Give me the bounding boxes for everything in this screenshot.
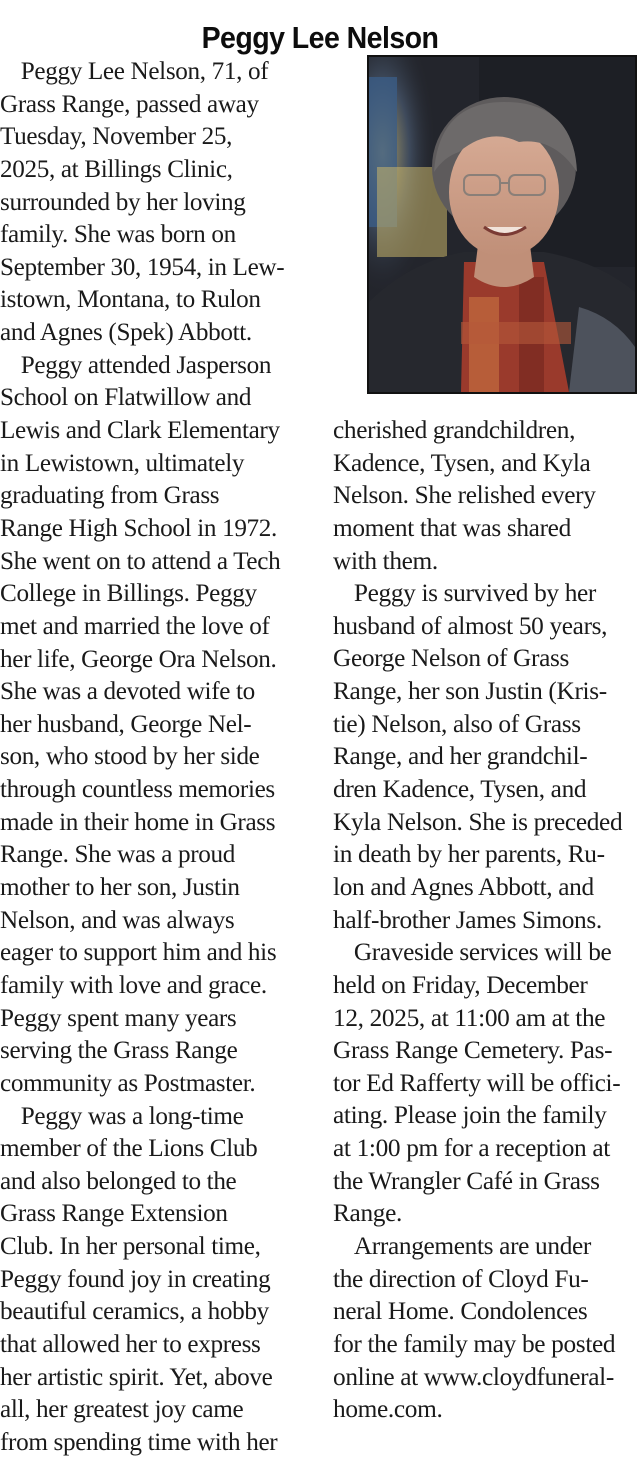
obituary-text-line: Range, her son Justin (Kris-: [333, 676, 607, 706]
obituary-text-line: Nelson, and was always: [0, 904, 235, 934]
portrait-illustration: [369, 57, 635, 392]
obituary-text-line: cherished grandchildren,: [333, 415, 576, 444]
obituary-text-line: family with love and grace.: [0, 969, 267, 999]
obituary-text-line: eager to support him and his: [0, 937, 277, 967]
obituary-text-line: online at www.cloydfuneral-: [333, 1361, 614, 1391]
obituary-text-line: member of the Lions Club: [0, 1133, 258, 1163]
obituary-text-line: Peggy was a long-time: [20, 1100, 244, 1130]
obituary-text-line: lon and Agnes Abbott, and: [333, 871, 594, 901]
obituary-text-line: Kyla Nelson. She is preceded: [333, 806, 623, 836]
obituary-text-line: Arrangements are under: [353, 1231, 591, 1261]
obituary-text-line: in Lewistown, ultimately: [0, 447, 245, 477]
obituary-text-line: Peggy is survived by her: [353, 578, 597, 608]
obituary-text-line: neral Home. Condolences: [333, 1296, 588, 1326]
obituary-text-line: Club. In her personal time,: [0, 1231, 261, 1261]
obituary-text-line: She went on to attend a Tech: [0, 545, 281, 575]
obituary-text-line: made in their home in Grass: [0, 806, 276, 836]
obituary-text-line: dren Kadence, Tysen, and: [333, 774, 587, 804]
obituary-text-line: through countless memories: [0, 774, 275, 804]
obituary-text-line: Grass Range, passed away: [0, 88, 259, 118]
portrait-photo: [367, 55, 637, 394]
obituary-text-line: the direction of Cloyd Fu-: [333, 1263, 589, 1293]
obituary-right-column: [333, 414, 640, 1426]
obituary-text-line: Peggy attended Jasperson: [20, 349, 272, 379]
obituary-text-line: and also belonged to the: [0, 1165, 237, 1195]
obituary-text-line: Grass Range Extension: [0, 1198, 228, 1228]
obituary-text-line: Range High School in 1972.: [0, 512, 277, 542]
obituary-text-line: serving the Grass Range: [0, 1035, 238, 1065]
obituary-text-line: surrounded by her loving: [0, 186, 246, 216]
obituary-text-line: Peggy spent many years: [0, 1002, 237, 1032]
obituary-text-line: Lewis and Clark Elementary: [0, 415, 280, 445]
obituary-text-line: Range. She was a proud: [0, 839, 235, 869]
obituary-left-column: [0, 55, 312, 1459]
obituary-text-line: mother to her son, Justin: [0, 872, 240, 902]
obituary-text-line: her husband, George Nel-: [0, 708, 252, 738]
obituary-text-line: Peggy Lee Nelson, 71, of: [20, 56, 269, 85]
obituary-text-line: her artistic spirit. Yet, above: [0, 1361, 273, 1391]
obituary-text-line: for the family may be posted: [333, 1328, 616, 1358]
obituary-text-line: 2025, at Billings Clinic,: [0, 153, 233, 183]
obituary-text-line: graduating from Grass: [0, 480, 220, 510]
obituary-text-line: in death by her parents, Ru-: [333, 839, 605, 869]
obituary-text-line: home.com.: [333, 1394, 443, 1424]
obituary-text-line: and Agnes (Spek) Abbott.: [0, 317, 252, 347]
obituary-text-line: beautiful ceramics, a hobby: [0, 1296, 269, 1326]
obituary-text-line: all, her greatest joy came: [0, 1394, 244, 1424]
obituary-text-line: Range, and her grandchil-: [333, 741, 588, 771]
obituary-text-line: with them.: [333, 545, 438, 575]
obituary-text-line: Tuesday, November 25,: [0, 121, 233, 151]
obituary-text-line: the Wrangler Café in Grass: [333, 1165, 600, 1195]
obituary-text-line: George Nelson of Grass: [333, 643, 570, 673]
obituary-text-line: College in Billings. Peggy: [0, 578, 257, 608]
obituary-text-line: 12, 2025, at 11:00 am at the: [333, 1002, 606, 1032]
obituary-text-line: Graveside services will be: [353, 937, 612, 967]
obituary-text-line: son, who stood by her side: [0, 741, 260, 771]
obituary-text-line: her life, George Ora Nelson.: [0, 643, 277, 673]
obituary-text-line: moment that was shared: [333, 512, 571, 542]
obituary-text-line: at 1:00 pm for a reception at: [333, 1133, 610, 1163]
obituary-text-line: istown, Montana, to Rulon: [0, 284, 261, 314]
obituary-text-line: Peggy found joy in creating: [0, 1263, 271, 1293]
obituary-text-line: Nelson. She relished every: [333, 480, 596, 510]
obituary-text-line: community as Postmaster.: [0, 1067, 256, 1097]
obituary-text-line: met and married the love of: [0, 610, 270, 640]
obituary-text-line: ating. Please join the family: [333, 1100, 607, 1130]
obituary-text-line: School on Flatwillow and: [0, 382, 252, 412]
obituary-text-line: She was a devoted wife to: [0, 676, 255, 706]
obituary-text-line: husband of almost 50 years,: [333, 610, 608, 640]
obituary-text-line: tor Ed Rafferty will be offici-: [333, 1067, 621, 1097]
obituary-text-line: Kadence, Tysen, and Kyla: [333, 447, 591, 477]
obituary-title: Peggy Lee Nelson: [201, 19, 439, 55]
obituary-text-line: from spending time with her: [0, 1426, 278, 1456]
obituary-text-line: family. She was born on: [0, 219, 236, 249]
obituary-text-line: tie) Nelson, also of Grass: [333, 708, 581, 738]
obituary-text-line: half-brother James Simons.: [333, 904, 602, 934]
obituary-text-line: Range.: [333, 1198, 402, 1228]
obituary-text-line: Grass Range Cemetery. Pas-: [333, 1035, 613, 1065]
obituary-text-line: held on Friday, December: [333, 969, 588, 999]
obituary-text-line: that allowed her to express: [0, 1328, 261, 1358]
obituary-text-line: September 30, 1954, in Lew-: [0, 251, 285, 281]
